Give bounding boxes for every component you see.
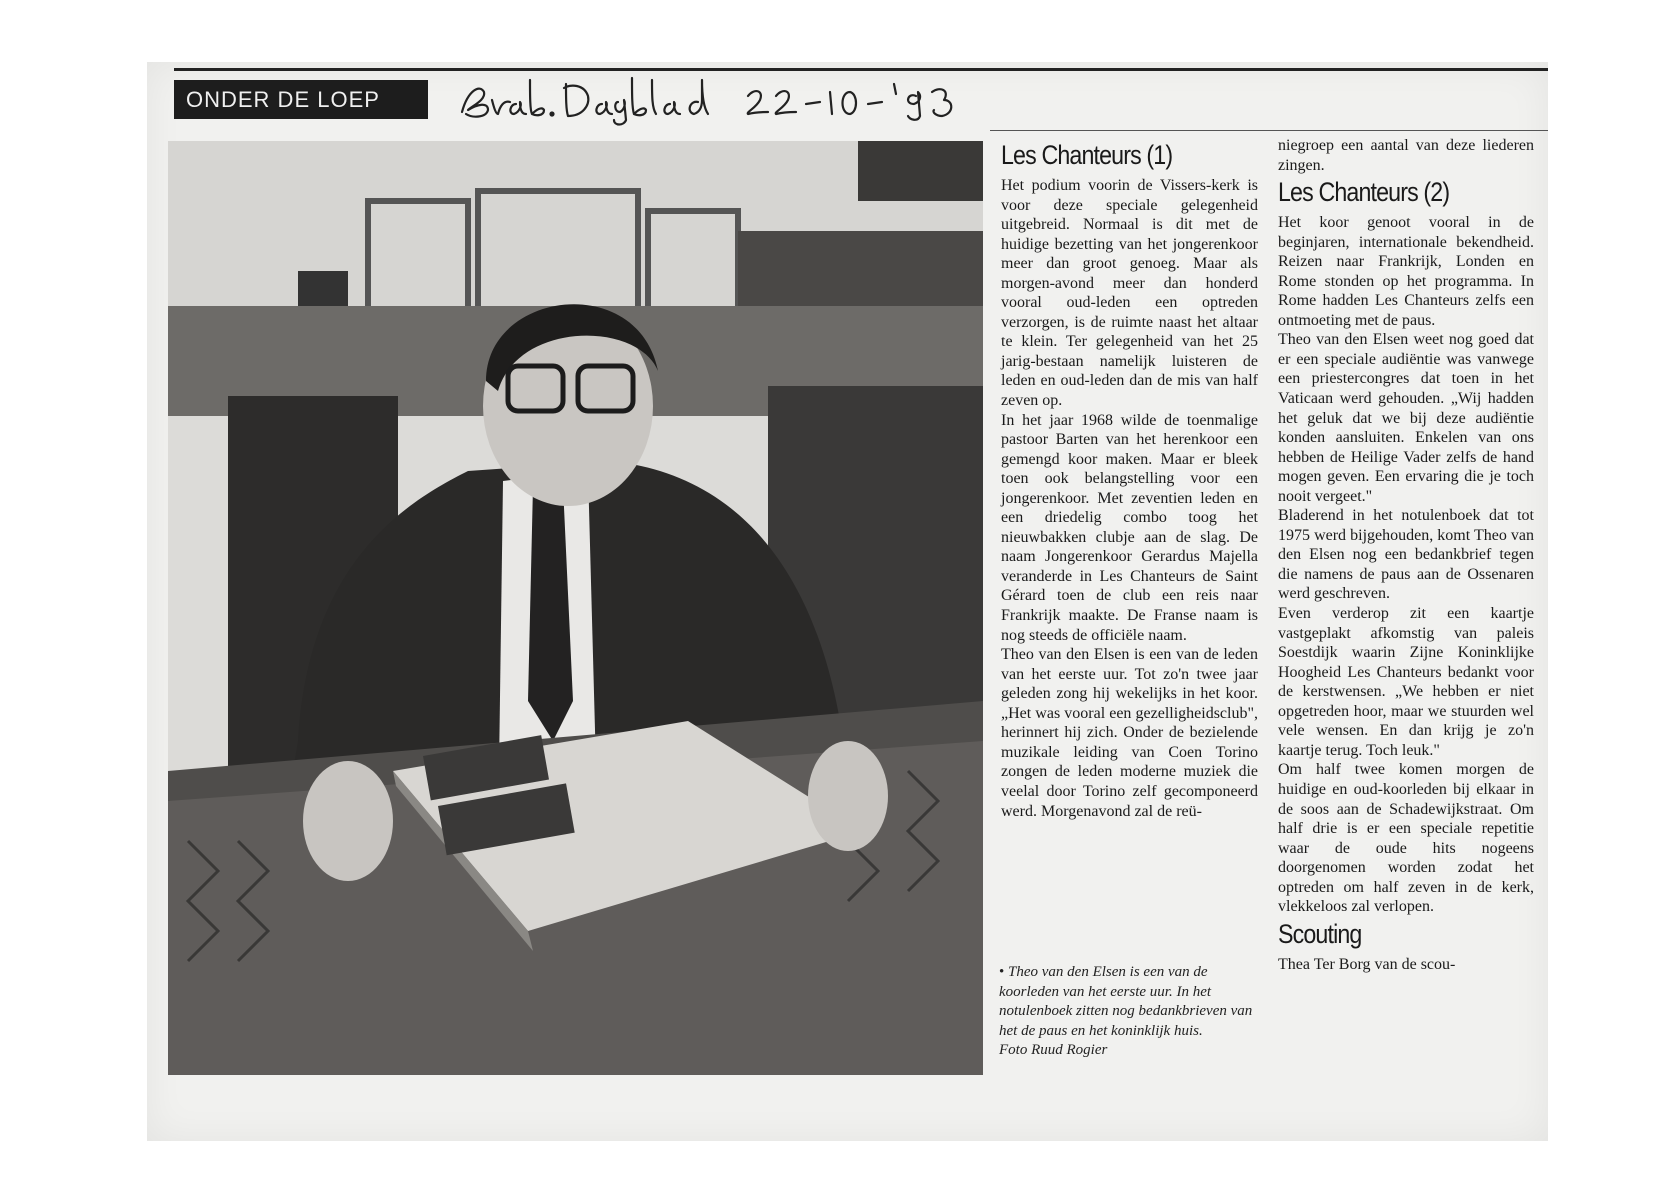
paragraph: Bladerend in het notulenboek dat tot 1975 werd bijgehouden, komt Theo van den Elsen nog een bedankbrief tegen die namens de paus aan de Ossenaren werd geschreven.	[1278, 507, 1534, 603]
photo-caption	[999, 963, 1267, 1061]
paragraph: Het podium voorin de Vissers-kerk is voor deze speciale gelegenheid uitgebreid. Normaal is dit met de huidige bezetting van het jongerenkoor meer dan groot genoeg. Maar als morgen-avond meer dan honderd vooral oud-leden een optreden verzorgen, is de ruimte naast het altaar te klein. Ter gelegenheid van het 25 jarig-bestaan namelijk luisteren de leden en oud-leden dan de mis van half zeven op.	[1001, 177, 1258, 410]
photo-illustration	[168, 141, 983, 1075]
article-column-1	[1001, 138, 1258, 821]
paragraph: Thea Ter Borg van de scou-	[1278, 955, 1456, 973]
paragraph: In het jaar 1968 wilde de toenmalige pastoor Barten van het herenkoor een gemengd koor maken. Maar er bleek toen ook belangstelling voor een jongerenkoor. Met zeventien leden en een driedelig combo toog het nieuwbakken clubje aan de slag. De naam Jongerenkoor Gerardus Majella veranderde in Les Chanteurs de Saint Gérard toen de club een reis naar Frankrijk maakte. De Franse naam is nog steeds de officiële naam.	[1001, 411, 1258, 644]
paragraph: Theo van den Elsen is een van de leden van het eerste uur. Tot zo'n twee jaar geleden zong hij wekelijks in het koor. „Het was vooral een gezelligheidsclub", herinnert hij zich. Onder de bezielende muzikale leiding van Coen Torino zongen de leden moderne muziek die veelal door Torino zelf gecomponeerd werd. Morgenavond zal de reü-	[1001, 646, 1258, 820]
photo-credit: Foto Ruud Rogier	[999, 1042, 1108, 1058]
handwritten-source-note	[458, 70, 978, 128]
caption-text: Theo van den Elsen is een van de koorleden van het eerste uur. In het notulenboek zitten nog bedankbrieven van het de paus en het koninklijk huis.	[999, 964, 1253, 1039]
paragraph: niegroep een aantal van deze liederen zingen.	[1278, 137, 1534, 174]
section-label: ONDER DE LOEP	[174, 80, 428, 119]
heading-scouting: Scouting	[1278, 918, 1362, 949]
handwriting-graphic	[458, 70, 978, 128]
header-rule	[990, 130, 1548, 131]
paragraph: Even verderop zit een kaartje vastgeplakt afkomstig van paleis Soestdijk waarin Zijne Koninklijke Hoogheid Les Chanteurs bedankt voor de kerstwensen. „We hebben er niet opgetreden hoor, maar we stuurden wel vele wensen. En dan krijg je zo'n kaartje terug. Toch leuk."	[1278, 605, 1534, 759]
article-column-2	[1278, 136, 1534, 974]
heading-les-chanteurs-1: Les Chanteurs (1)	[1001, 140, 1173, 170]
heading-les-chanteurs-2: Les Chanteurs (2)	[1278, 177, 1450, 208]
paragraph: Theo van den Elsen weet nog goed dat er een speciale audiëntie was vanwege een priestercongres dat toen in het Vaticaan werd gehouden. „Wij hadden het geluk dat we bij deze audiëntie konden aansluiten. Enkelen van ons hebben de Heilige Vader zelfs de hand mogen geven. Een ervaring die je toch nooit vergeet."	[1278, 331, 1534, 505]
caption-bullet: •	[999, 964, 1005, 980]
article-photo	[168, 141, 983, 1075]
paragraph: Om half twee komen morgen de huidige en oud-koorleden bij elkaar in de soos aan de Schadewijkstraat. Om half drie is er een speciale repetitie waar de oude hits nogeens doorgenomen worden zodat het optreden om half zeven in de kerk, vlekkeloos zal verlopen.	[1278, 761, 1534, 916]
paragraph: Het koor genoot vooral in de beginjaren, internationale bekendheid. Reizen naar Frankrijk, Londen en Rome stonden op het programma. In Rome hadden Les Chanteurs zelfs een ontmoeting met de paus.	[1278, 214, 1534, 329]
